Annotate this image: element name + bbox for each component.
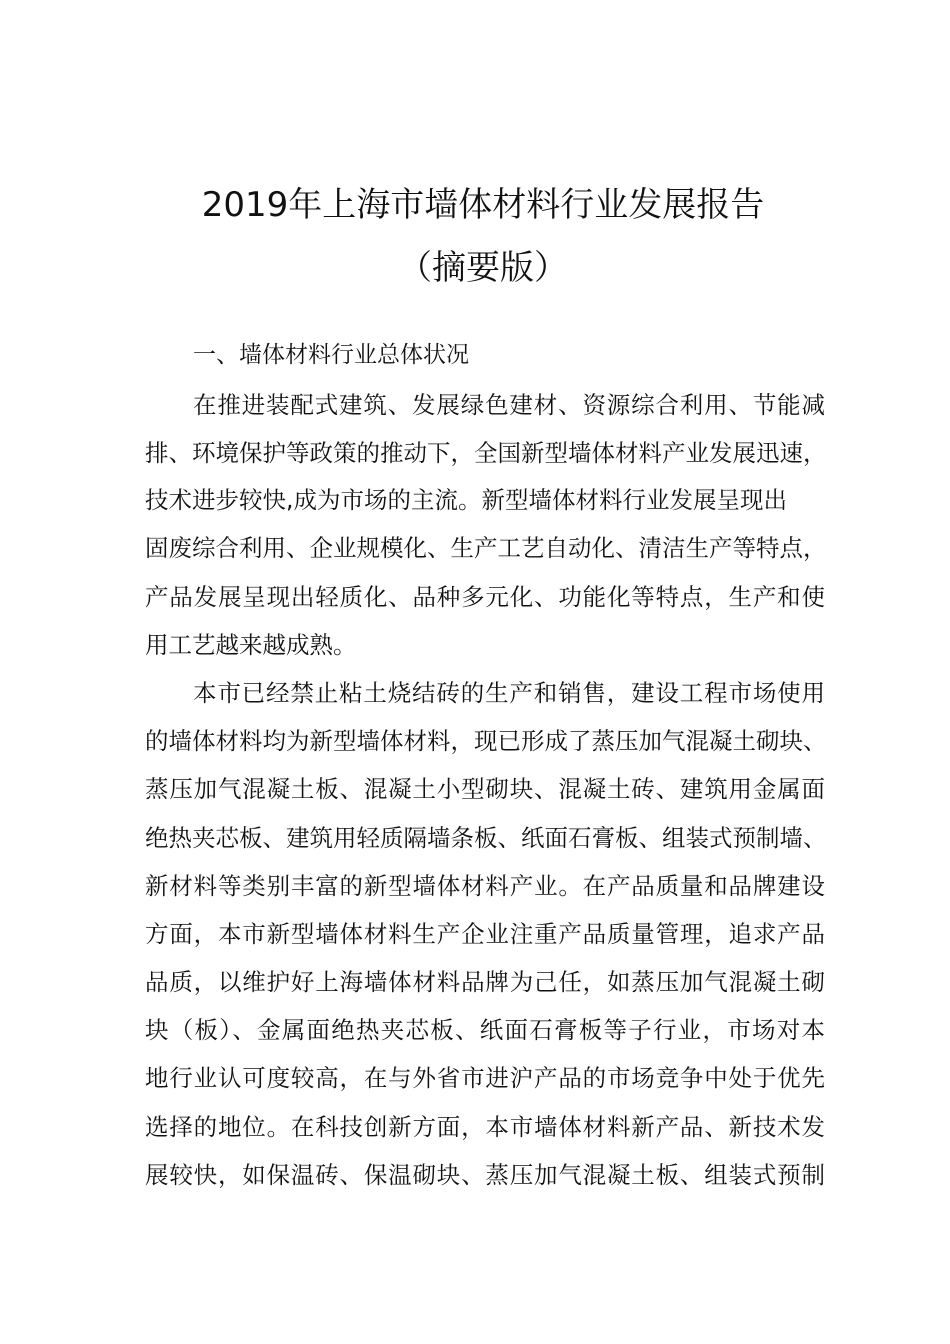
paragraph-line: 产品发展呈现出轻质化、品种多元化、功能化等特点，生产和使 <box>145 583 825 611</box>
document-title: 2019年上海市墙体材料行业发展报告 <box>201 185 765 225</box>
paragraph-line: 新材料等类别丰富的新型墙体材料产业。在产品质量和品牌建设 <box>145 872 825 900</box>
paragraph-line: 展较快，如保温砖、保温砌块、蒸压加气混凝土板、组装式预制 <box>145 1161 825 1189</box>
paragraph-line: 方面，本市新型墙体材料生产企业注重产品质量管理，追求产品 <box>145 920 825 948</box>
paragraph-line: 选择的地位。在科技创新方面，本市墙体材料新产品、新技术发 <box>145 1113 825 1141</box>
paragraph-line: 用工艺越来越成熟。 <box>145 631 357 659</box>
paragraph-line: 排、环境保护等政策的推动下，全国新型墙体材料产业发展迅速， <box>145 439 827 467</box>
paragraph-line: 在推进装配式建筑、发展绿色建材、资源综合利用、节能减 <box>193 391 825 419</box>
paragraph-line: 块（板）、金属面绝热夹芯板、纸面石膏板等子行业，市场对本 <box>145 1016 825 1044</box>
document-subtitle: （摘要版） <box>398 248 568 288</box>
paragraph-line: 固废综合利用、企业规模化、生产工艺自动化、清洁生产等特点， <box>145 534 827 562</box>
paragraph-line: 技术进步较快,成为市场的主流。新型墙体材料行业发展呈现出 <box>145 486 787 514</box>
paragraph-line: 地行业认可度较高，在与外省市进沪产品的市场竞争中处于优先 <box>145 1064 825 1092</box>
section-heading: 一、墙体材料行业总体状况 <box>193 342 469 368</box>
paragraph-line: 绝热夹芯板、建筑用轻质隔墙条板、纸面石膏板、组装式预制墙、 <box>145 824 827 852</box>
paragraph-line: 蒸压加气混凝土板、混凝土小型砌块、混凝土砖、建筑用金属面 <box>145 775 825 803</box>
paragraph-line: 品质，以维护好上海墙体材料品牌为己任，如蒸压加气混凝土砌 <box>145 968 825 996</box>
paragraph-line: 本市已经禁止粘土烧结砖的生产和销售，建设工程市场使用 <box>193 679 825 707</box>
paragraph-line: 的墙体材料均为新型墙体材料，现已形成了蒸压加气混凝土砌块、 <box>145 727 827 755</box>
